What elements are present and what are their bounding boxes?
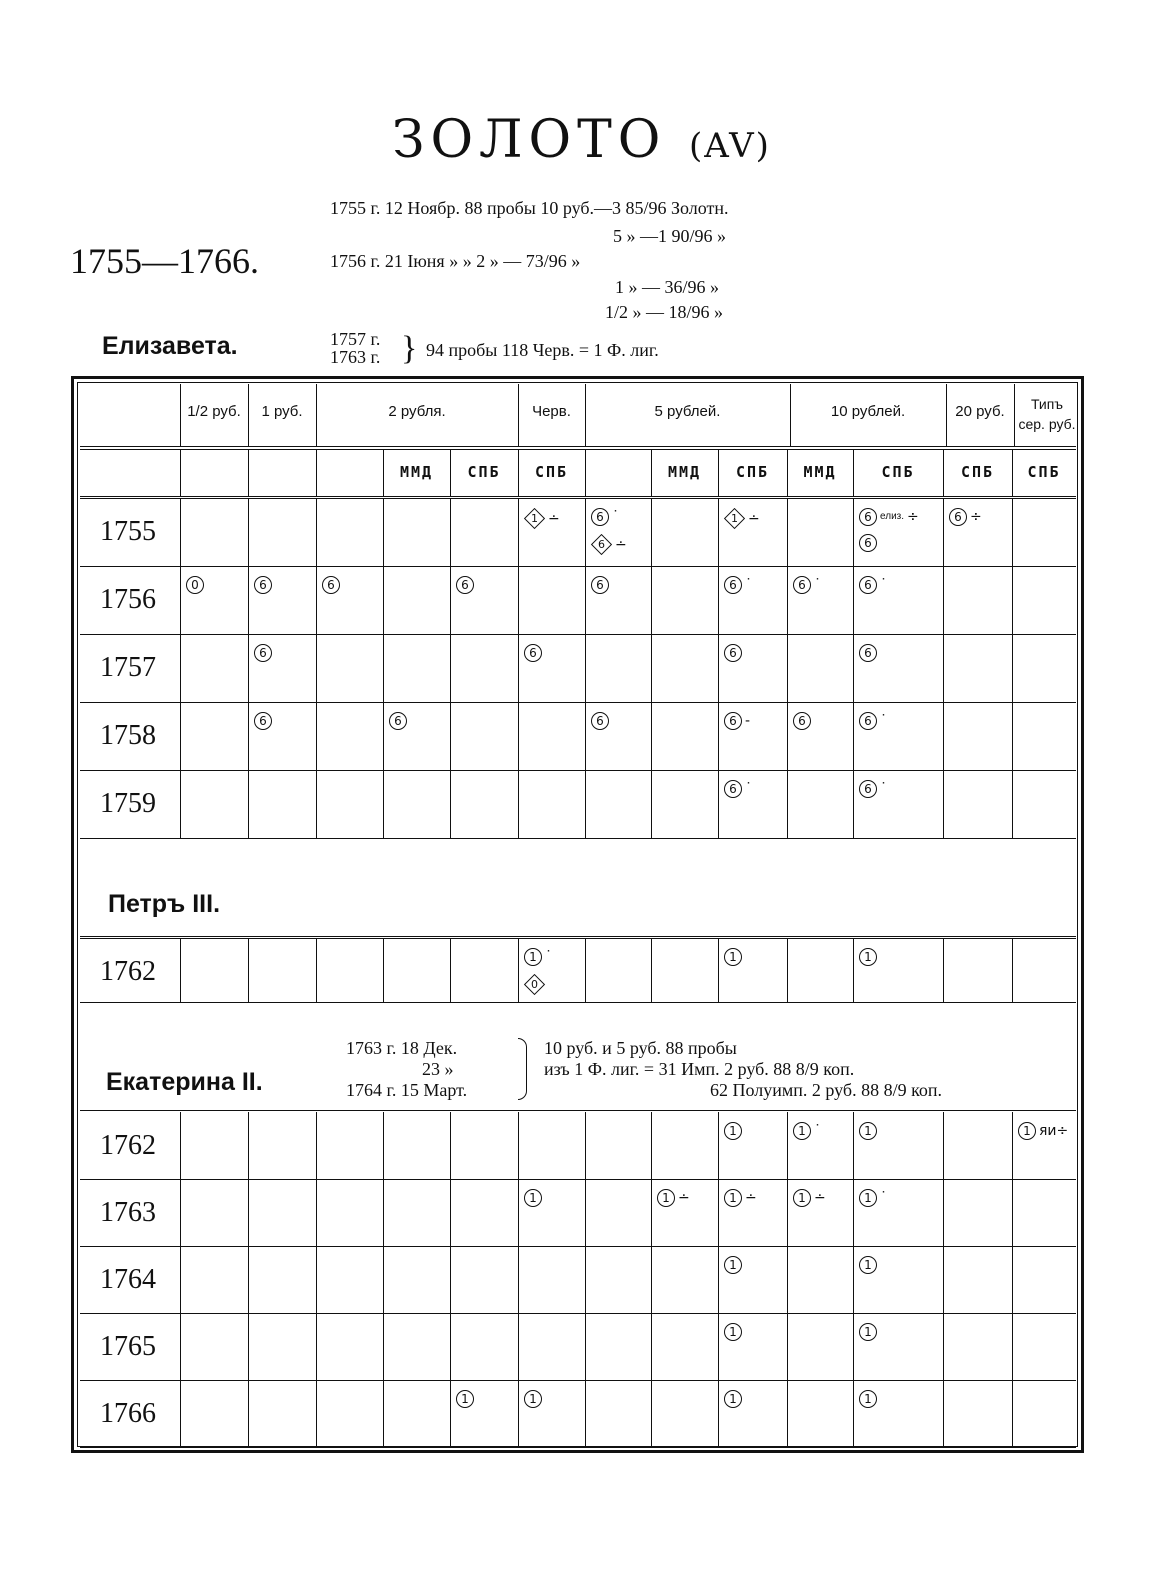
brace — [518, 1038, 527, 1100]
table-cell — [724, 712, 750, 730]
column-line — [585, 938, 586, 1002]
column-line — [853, 1112, 854, 1447]
decree-line: 1 » — 36/96 » — [615, 277, 720, 297]
column-line — [787, 938, 788, 1002]
table-cell — [254, 712, 272, 730]
circle-mark-icon: 1 — [724, 1122, 742, 1140]
rule-line — [80, 1380, 1076, 1381]
column-line — [651, 938, 652, 1002]
column-subheader: ММД — [667, 463, 702, 481]
table-cell — [859, 1122, 877, 1140]
column-subheader: СПБ — [735, 463, 770, 481]
circle-mark-icon: 6 — [859, 534, 919, 552]
column-line — [180, 938, 181, 1002]
column-header: 1/2 руб. — [187, 403, 241, 420]
rule-line — [80, 770, 1076, 771]
column-line — [518, 1112, 519, 1447]
circle-mark-icon: 6 — [389, 712, 407, 730]
rule-line — [80, 634, 1076, 635]
circle-mark-icon: 1 — [524, 1390, 542, 1408]
diamond-mark-icon: 6 ∸ — [591, 534, 627, 555]
table-cell — [859, 948, 877, 966]
table-cell — [254, 576, 272, 594]
table-cell — [859, 1390, 877, 1408]
table-cell — [591, 712, 609, 730]
ruler-heading-petr: Петръ III. — [108, 890, 221, 918]
circle-mark-icon: 1 — [859, 1122, 877, 1140]
column-line — [1012, 1112, 1013, 1447]
circle-mark-icon: 6 — [793, 712, 811, 730]
rule-line — [80, 496, 1076, 497]
column-header: Черв. — [532, 403, 571, 420]
circle-mark-icon: 1 — [456, 1390, 474, 1408]
rule-line — [80, 446, 1076, 447]
column-line — [450, 938, 451, 1002]
table-cell — [859, 644, 877, 662]
column-header: 2 рубля. — [388, 403, 446, 420]
column-line — [718, 498, 719, 838]
year-label: 1759 — [100, 788, 156, 819]
table-cell — [724, 576, 752, 594]
year-label: 1763 — [100, 1197, 156, 1228]
column-line — [383, 1112, 384, 1447]
circle-mark-icon: 1 — [859, 1390, 877, 1408]
column-header: 1 руб. — [261, 403, 303, 420]
column-line — [180, 449, 181, 496]
page-title: ЗОЛОТО (AV) — [392, 110, 771, 170]
rule-line — [80, 1110, 1076, 1111]
column-subheader: СПБ — [881, 463, 915, 481]
table-cell — [793, 576, 821, 594]
diamond-mark-icon: 0 — [524, 974, 552, 995]
circle-mark-icon: 1 — [859, 1323, 877, 1341]
column-subheader: СПБ — [467, 463, 501, 481]
column-line — [585, 1112, 586, 1447]
table-cell — [793, 712, 811, 730]
rule-line — [80, 498, 1076, 499]
table-cell — [456, 1390, 474, 1408]
circle-mark-icon: 6 — [254, 644, 272, 662]
rule-line — [80, 936, 1076, 937]
table-cell — [724, 780, 752, 798]
year-label: 1765 — [100, 1331, 156, 1362]
year-label: 1755 — [100, 516, 156, 547]
column-line — [383, 938, 384, 1002]
table-cell — [859, 1323, 877, 1341]
table-cell — [859, 508, 919, 552]
table-cell — [524, 508, 560, 529]
diamond-mark-icon: 1 ∸ — [524, 508, 560, 529]
table-cell — [859, 576, 887, 594]
year-label: 1756 — [100, 584, 156, 615]
decree-line: 1755 г. 12 Ноябр. 88 пробы 10 руб.—3 85/96 Золотн. — [330, 198, 729, 218]
table-cell — [724, 1189, 757, 1207]
table-cell — [724, 1323, 742, 1341]
circle-mark-icon: 1 ∸ — [724, 1189, 757, 1207]
table-cell — [724, 644, 742, 662]
diamond-mark-icon: 1 ∸ — [724, 508, 760, 529]
year-label: 1757 — [100, 652, 156, 683]
circle-mark-icon: 6 ˙ — [859, 780, 887, 798]
table-cell — [524, 948, 552, 995]
column-line — [651, 498, 652, 838]
column-header: 20 руб. — [955, 403, 1005, 420]
column-line — [248, 449, 249, 496]
table-cell — [657, 1189, 690, 1207]
column-line — [248, 938, 249, 1002]
table-cell — [724, 948, 742, 966]
column-line — [853, 938, 854, 1002]
rule-line — [80, 1002, 1076, 1003]
rule-line — [80, 1313, 1076, 1314]
ruler-heading-ekaterina: Екатерина II. — [106, 1068, 263, 1096]
ruler-heading-elizaveta: Елизавета. — [102, 332, 238, 360]
decree-line: 1756 г. 21 Іюня » » 2 » — 73/96 » — [330, 251, 581, 271]
decree-line: 5 » —1 90/96 » — [613, 226, 727, 246]
table-cell — [859, 712, 887, 730]
table-cell — [793, 1122, 821, 1140]
circle-mark-icon: 1 яи÷ — [1018, 1122, 1068, 1140]
table-cell — [254, 644, 272, 662]
year-label: 1762 — [100, 956, 156, 987]
table-cell — [859, 1256, 877, 1274]
column-line — [853, 498, 854, 838]
column-line — [787, 498, 788, 838]
decree-line: 1/2 » — 18/96 » — [605, 302, 724, 322]
rule-line — [80, 1179, 1076, 1180]
column-line — [316, 449, 317, 496]
column-line — [943, 1112, 944, 1447]
circle-mark-icon: 6 - — [724, 712, 750, 730]
brace: } — [401, 330, 418, 367]
circle-mark-icon: 1 — [859, 1256, 877, 1274]
circle-mark-icon: 6 — [456, 576, 474, 594]
column-subheader: СПБ — [960, 463, 995, 481]
table-cell — [524, 1390, 542, 1408]
rule-line — [80, 838, 1076, 839]
decree-dates: 1763 г. 18 Дек. 23 » 1764 г. 15 Март. — [346, 1038, 468, 1100]
column-line — [450, 1112, 451, 1447]
year-label: 1766 — [100, 1398, 156, 1429]
table-cell — [591, 576, 609, 594]
circle-mark-icon: 1 — [524, 1189, 542, 1207]
circle-mark-icon: 1 ∸ — [657, 1189, 690, 1207]
circle-mark-icon: 1 — [724, 1390, 742, 1408]
table-cell — [524, 1189, 542, 1207]
circle-mark-icon: 6 ˙ — [724, 576, 752, 594]
period-label: 1755—1766. — [70, 241, 259, 281]
table-cell — [859, 1189, 887, 1207]
circle-mark-icon: 1 — [859, 948, 877, 966]
circle-mark-icon: 1 ˙ — [524, 948, 552, 966]
column-line — [943, 938, 944, 1002]
circle-mark-icon: 0 — [186, 576, 204, 594]
column-line — [248, 498, 249, 838]
rule-line — [80, 938, 1076, 939]
circle-mark-icon: 6 — [254, 576, 272, 594]
column-line — [518, 498, 519, 838]
year-label: 1764 — [100, 1264, 156, 1295]
table-cell — [859, 780, 887, 798]
circle-mark-icon: 6 — [322, 576, 340, 594]
table-cell — [724, 1122, 742, 1140]
column-line — [718, 938, 719, 1002]
circle-mark-icon: 6 — [591, 576, 609, 594]
circle-mark-icon: 6 — [254, 712, 272, 730]
circle-mark-icon: 6 ˙ — [859, 712, 887, 730]
circle-mark-icon: 1 ˙ — [793, 1122, 821, 1140]
table-cell — [1018, 1122, 1068, 1140]
column-line — [1012, 938, 1013, 1002]
decree-text: 94 пробы 118 Черв. = 1 Ф. лиг. — [426, 340, 659, 360]
table-cell — [591, 508, 627, 555]
circle-mark-icon: 6 — [524, 644, 542, 662]
table-inner-frame — [77, 382, 1078, 1447]
circle-mark-icon: 6 — [591, 712, 609, 730]
circle-mark-icon: 6 ˙ — [591, 508, 627, 526]
column-line — [718, 1112, 719, 1447]
circle-mark-icon: 1 ∸ — [793, 1189, 826, 1207]
table-cell — [456, 576, 474, 594]
column-subheader: СПБ — [1027, 463, 1061, 481]
rule-line — [80, 1246, 1076, 1247]
circle-mark-icon: 6 — [724, 644, 742, 662]
column-subheader: ММД — [399, 463, 434, 481]
year-label: 1762 — [100, 1130, 156, 1161]
rule-line — [80, 702, 1076, 703]
circle-mark-icon: 1 — [724, 1323, 742, 1341]
circle-mark-icon: 6 ˙ — [859, 576, 887, 594]
column-line — [180, 498, 181, 838]
table-cell — [724, 508, 760, 529]
year-label: 1758 — [100, 720, 156, 751]
column-line — [1012, 498, 1013, 838]
table-cell — [724, 1256, 742, 1274]
table-cell — [389, 712, 407, 730]
column-line — [585, 498, 586, 838]
decree-years: 1757 г. 1763 г. — [330, 329, 381, 367]
column-line — [316, 1112, 317, 1447]
table-cell — [793, 1189, 826, 1207]
column-line — [316, 938, 317, 1002]
circle-mark-icon: 6 ˙ — [793, 576, 821, 594]
column-line — [180, 1112, 181, 1447]
circle-mark-icon: 1 — [724, 948, 742, 966]
circle-mark-icon: 6 ˙ — [724, 780, 752, 798]
decree-rates: 10 руб. и 5 руб. 88 пробы изъ 1 Ф. лиг. = 31 Имп. 2 руб. 88 8/9 коп. 62 Полуимп. 2 руб. 88 8/9 коп. — [544, 1038, 943, 1100]
column-header: 10 рублей. — [830, 403, 906, 420]
table-cell — [724, 1390, 742, 1408]
table-cell — [322, 576, 340, 594]
circle-mark-icon: 6 елиз. ÷ — [859, 508, 919, 526]
column-line — [651, 1112, 652, 1447]
circle-mark-icon: 1 — [724, 1256, 742, 1274]
circle-mark-icon: 1 ˙ — [859, 1189, 887, 1207]
rule-line — [80, 449, 1076, 450]
table-cell — [949, 508, 982, 526]
column-header: 5 рублей. — [654, 403, 721, 420]
column-line — [383, 498, 384, 838]
column-subheader: СПБ — [534, 463, 569, 481]
column-line — [943, 498, 944, 838]
table-cell — [186, 576, 204, 594]
circle-mark-icon: 6 — [859, 644, 877, 662]
column-line — [316, 498, 317, 838]
column-header: Типъ сер. руб. — [1018, 396, 1076, 432]
column-line — [787, 1112, 788, 1447]
column-line — [518, 938, 519, 1002]
circle-mark-icon: 6 ÷ — [949, 508, 982, 526]
column-line — [248, 1112, 249, 1447]
column-line — [450, 498, 451, 838]
rule-line — [80, 566, 1076, 567]
table-cell — [524, 644, 542, 662]
column-line — [585, 449, 586, 496]
column-subheader: ММД — [803, 463, 837, 481]
rule-line — [80, 1447, 1076, 1448]
